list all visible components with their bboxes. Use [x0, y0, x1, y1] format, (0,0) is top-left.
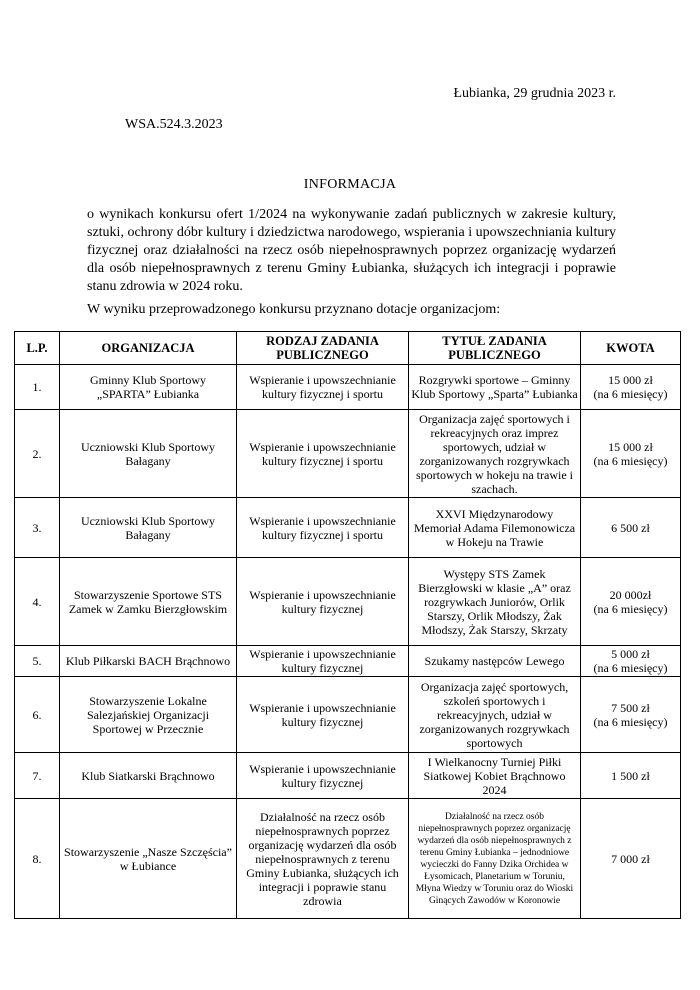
- lead-sentence: W wyniku przeprowadzonego konkursu przyznano dotacje organizacjom:: [87, 302, 501, 317]
- row-organization: Stowarzyszenie „Nasze Szczęścia” w Łubiance: [60, 799, 237, 919]
- row-organization: Uczniowski Klub Sportowy Bałagany: [60, 410, 237, 498]
- row-task-type: Wspieranie i upowszechnianie kultury fizycznej i sportu: [237, 498, 409, 558]
- row-task-title: Organizacja zajęć sportowych i rekreacyjnych oraz imprez sportowych, udział w zorganizowanych rozgrywkach sportowych w hokeju na trawie i szachach.: [409, 410, 581, 498]
- amount-period: (na 6 miesięcy): [593, 661, 668, 675]
- row-lp: 1.: [15, 365, 60, 410]
- row-task-type: Wspieranie i upowszechnianie kultury fizycznej: [237, 677, 409, 753]
- amount-value: 20 000zł: [609, 587, 652, 602]
- document-title: INFORMACJA: [303, 177, 397, 192]
- row-task-type: Wspieranie i upowszechnianie kultury fizycznej: [237, 558, 409, 646]
- row-task-type: Działalność na rzecz osób niepełnosprawnych poprzez organizację wydarzeń dla osób niepełnosprawnych z terenu Gminy Łubianka, służących ich integracji i poprawie stanu zdrowia: [237, 799, 409, 919]
- amount-value: 15 000 zł: [608, 439, 653, 454]
- table-row: [15, 498, 681, 558]
- row-organization: Gminny Klub Sportowy „SPARTA” Łubianka: [60, 365, 237, 410]
- row-task-type: Wspieranie i upowszechnianie kultury fizycznej: [237, 753, 409, 799]
- row-amount: [581, 498, 681, 558]
- amount-value: 6 500 zł: [611, 520, 650, 535]
- row-amount: [581, 799, 681, 919]
- header-organization: ORGANIZACJA: [60, 332, 237, 365]
- row-amount: [581, 365, 681, 410]
- row-task-type: Wspieranie i upowszechnianie kultury fizycznej i sportu: [237, 365, 409, 410]
- amount-period: (na 6 miesięcy): [593, 387, 668, 401]
- row-organization: Klub Piłkarski BACH Brąchnowo: [60, 646, 237, 677]
- row-amount: [581, 677, 681, 753]
- row-amount: [581, 753, 681, 799]
- amount-value: 5 000 zł: [611, 647, 650, 661]
- row-amount: [581, 646, 681, 677]
- intro-paragraph: o wynikach konkursu ofert 1/2024 na wykonywanie zadań publicznych w zakresie kultury, sztuki, ochrony dóbr kultury i dziedzictwa narodowego, wspierania i upowszechniania kultury fizycznej oraz działalności na rzecz osób niepełnosprawnych poprzez organizację wydarzeń dla osób niepełnosprawnych z terenu Gminy Łubianka, służących ich integracji i poprawie stanu zdrowia w 2024 roku.: [87, 207, 616, 294]
- row-lp: 3.: [15, 498, 60, 558]
- row-lp: 6.: [15, 677, 60, 753]
- row-lp: 7.: [15, 753, 60, 799]
- place-and-date: Łubianka, 29 grudnia 2023 r.: [453, 86, 616, 101]
- row-lp: 4.: [15, 558, 60, 646]
- amount-period: (na 6 miesięcy): [593, 714, 668, 729]
- header-task-type: RODZAJ ZADANIA PUBLICZNEGO: [237, 332, 409, 365]
- row-task-title: XXVI Międzynarodowy Memoriał Adama Filemonowicza w Hokeju na Trawie: [409, 498, 581, 558]
- row-organization: Klub Siatkarski Brąchnowo: [60, 753, 237, 799]
- amount-value: 7 500 zł: [611, 700, 650, 715]
- row-organization: Stowarzyszenie Sportowe STS Zamek w Zamku Bierzgłowskim: [60, 558, 237, 646]
- reference-number: WSA.524.3.2023: [125, 117, 223, 132]
- row-task-title: Występy STS Zamek Bierzgłowski w klasie „A” oraz rozgrywkach Juniorów, Orlik Starszy, Orlik Młodszy, Żak Młodszy, Żak Starszy, Skrzaty: [409, 558, 581, 646]
- amount-value: 1 500 zł: [611, 768, 650, 783]
- row-task-title: Rozgrywki sportowe – Gminny Klub Sportowy „Sparta” Łubianka: [409, 365, 581, 410]
- row-task-title: Działalność na rzecz osób niepełnosprawnych poprzez organizację wydarzeń dla osób niepełnosprawnych z terenu Gminy Łubianka – jednodniowe wycieczki do Fanny Dzika Orchidea w Łysomicach, Planetarium w Toruniu, Młyna Wiedzy w Toruniu oraz do Wioski Ginących Zawodów w Koronowie: [409, 799, 581, 919]
- table-row: [15, 646, 681, 677]
- table-row: [15, 410, 681, 498]
- amount-period: (na 6 miesięcy): [593, 453, 668, 468]
- table-row: [15, 799, 681, 919]
- row-amount: [581, 558, 681, 646]
- row-lp: 5.: [15, 646, 60, 677]
- header-lp: L.P.: [15, 332, 60, 365]
- table-header-row: [15, 332, 681, 365]
- row-organization: Stowarzyszenie Lokalne Salezjańskiej Organizacji Sportowej w Przecznie: [60, 677, 237, 753]
- amount-value: 7 000 zł: [611, 851, 650, 866]
- header-amount: KWOTA: [581, 332, 681, 365]
- row-task-type: Wspieranie i upowszechnianie kultury fizycznej i sportu: [237, 410, 409, 498]
- row-lp: 2.: [15, 410, 60, 498]
- row-task-title: I Wielkanocny Turniej Piłki Siatkowej Kobiet Brąchnowo 2024: [409, 753, 581, 799]
- grants-table: [14, 331, 681, 919]
- table-row: [15, 558, 681, 646]
- table-row: [15, 677, 681, 753]
- table-row: [15, 753, 681, 799]
- row-task-type: Wspieranie i upowszechnianie kultury fizycznej: [237, 646, 409, 677]
- amount-period: (na 6 miesięcy): [593, 601, 668, 616]
- row-task-title: Szukamy następców Lewego: [409, 646, 581, 677]
- header-task-title: TYTUŁ ZADANIA PUBLICZNEGO: [409, 332, 581, 365]
- amount-value: 15 000 zł: [608, 373, 653, 387]
- table-row: [15, 365, 681, 410]
- row-task-title: Organizacja zajęć sportowych, szkoleń sportowych i rekreacyjnych, udział w zorganizowanych rozgrywkach sportowych: [409, 677, 581, 753]
- row-lp: 8.: [15, 799, 60, 919]
- row-organization: Uczniowski Klub Sportowy Bałagany: [60, 498, 237, 558]
- row-amount: [581, 410, 681, 498]
